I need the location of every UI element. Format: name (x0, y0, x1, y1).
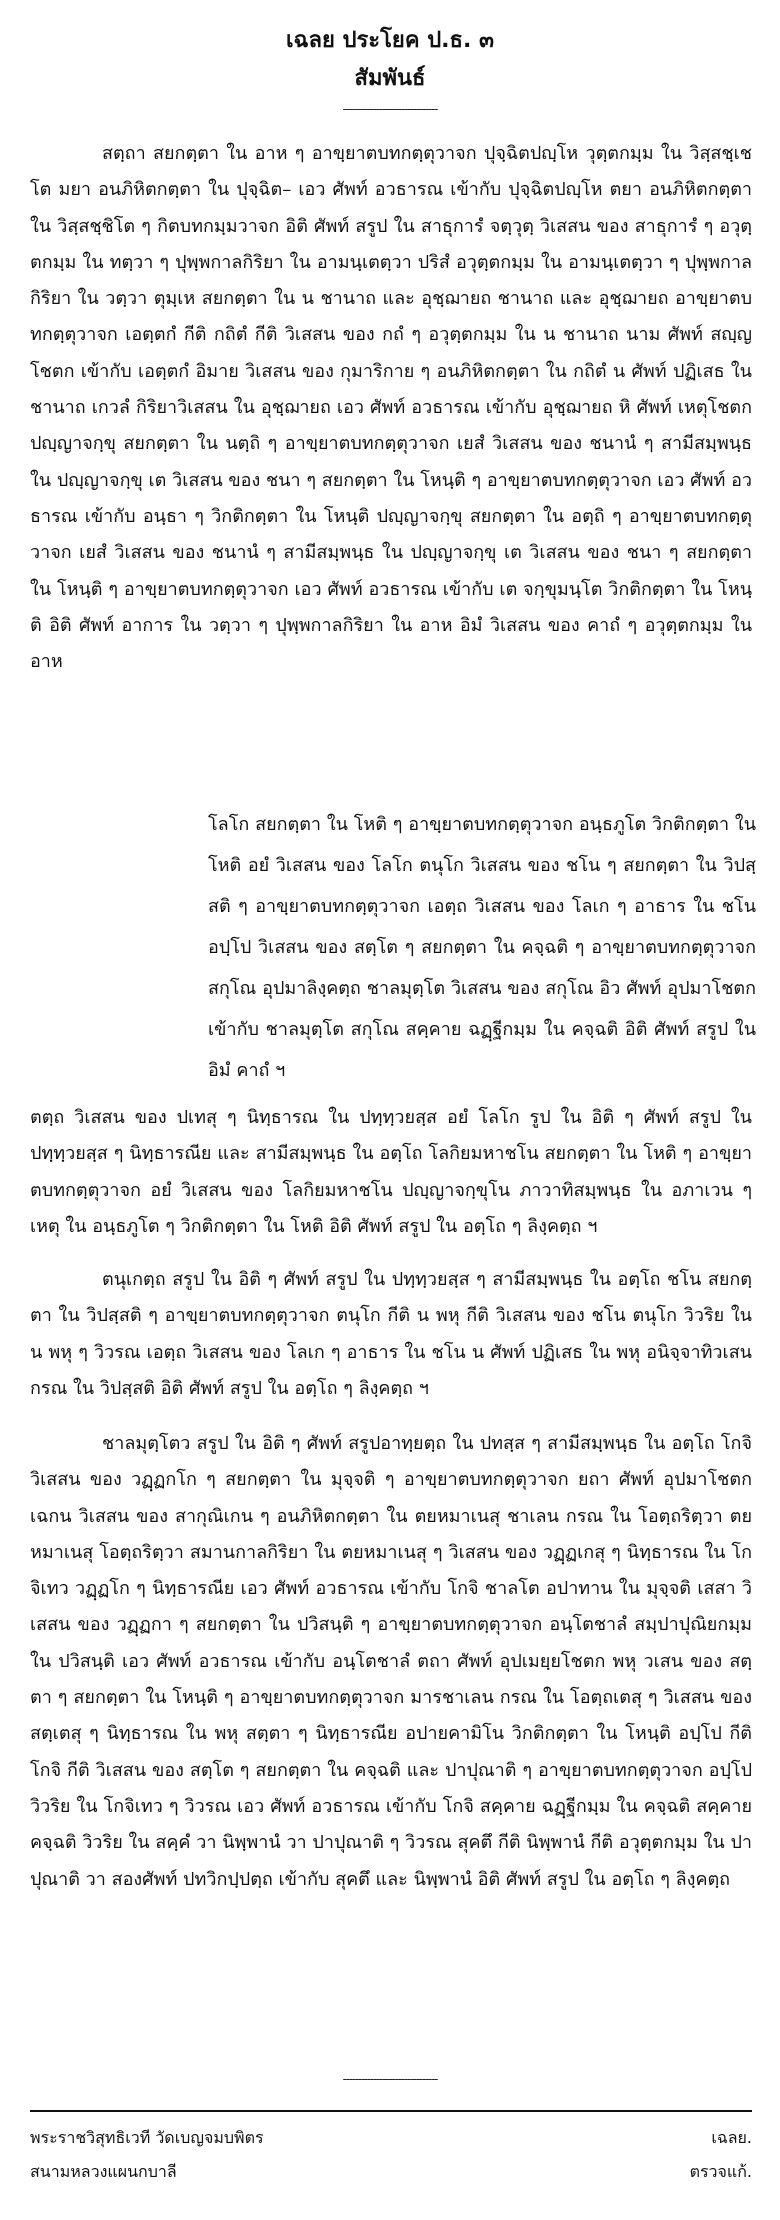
paragraph-explanation-3: ชาลมุตฺโตว สรูป ใน อิติ ๆ ศัพท์ สรูปอาทฺยตฺถ ใน ปทสฺส ๆ สามีสมฺพนฺธ ใน อตฺโถ โกจิ วิเสสน ของ วฏฺฏกโก ๆ สยกตฺตา ใน มุจฺจติ ๆ อาขฺยาตบทกตฺตุวาจก ยถา ศัพท์ อุปมาโชตก เฉกน วิเสสน ของ สากุณิเกน ๆ อนภิหิตกตฺตา ใน ตยหมาเนสุ ชาเลน กรณ ใน โอตฺถริตฺวา ตยหมาเนสุ โอตฺถริตฺวา สมานกาลกิริยา ใน ตยหมาเนสุ ๆ วิเสสน ของ วฏฺฏเกสุ ๆ นิทฺธารณ ใน โกจิเทว วฏฺฏโก ๆ นิทฺธารณีย เอว ศัพท์ อวธารณ เข้ากับ โกจิ ชาลโต อปาทาน ใน มุจฺจติ เสสา วิเสสน ของ วฏฺฏกา ๆ สยกตฺตา ใน ปวิสนฺติ ๆ อาขฺยาตบทกตฺตุวาจก อนฺโตชาลํ สมฺปาปุณิยกมฺม ใน ปวิสนฺติ เอว ศัพท์ อวธารณ เข้ากับ อนฺโตชาลํ ตถา ศัพท์ อุปเมยฺยโชตก พหุ วเสน ของ สตฺตา ๆ สยกตฺตา ใน โหนฺติ ๆ อาขฺยาตบทกตฺตุวาจก มารชาเลน กรณ ใน โอตฺถเตสุ ๆ วิเสสน ของ สตฺเตสุ ๆ นิทฺธารณ ใน พหุ สตฺตา ๆ นิทฺธารณีย อปายคามิโน วิกติกตฺตา ใน โหนฺติ อปฺโป กีติ โกจิ กีติ วิเสสน ของ สตฺโต ๆ สยกตฺตา ใน คจฺฉติ และ ปาปุณาติ ๆ อาขฺยาตบทกตฺตุวาจก อปฺโป วิวริย ใน โกจิเทว ๆ วิวรณ เอว ศัพท์ อวธารณ เข้ากับ โกจิ สคฺคาย ฉฏฺฐีกมฺม ใน คจฺฉติ สคฺคาย คจฺฉติ วิวริย ใน สคฺคํ วา นิพฺพานํ วา ปาปุณาติ ๆ วิวรณ สุคตึ กีติ นิพฺพานํ กีติ อวุตฺตกมฺม ใน ปาปุณาติ วา สองศัพท์ ปทวิกปฺปตฺถ เข้ากับ สุคตึ และ นิพฺพานํ อิติ ศัพท์ สรูป ใน อตฺโถ ๆ ลิงฺคตฺถ (30, 1433, 753, 1890)
footer-answer-label: เฉลย. (711, 2128, 752, 2147)
footer-office: สนามหลวงแผนกบาลี (30, 2162, 177, 2181)
footer-row-2 (30, 2160, 752, 2185)
header-separator: ------------------------------- (342, 102, 438, 116)
footer-row-1 (30, 2126, 752, 2151)
paragraph-explanation-1: ตตฺถ วิเสสน ของ ปเทสุ ๆ นิทฺธารณ ใน ปทฺทฺวยสฺส อยํ โลโก รูป ใน อิติ ๆ ศัพท์ สรูป ใน ปทฺทฺวยสฺส ๆ นิทฺธารณีย และ สามีสมฺพนฺธ ใน อตฺโถ โลกิยมหาชโน สยกตฺตา ใน โหติ ๆ อาขฺยาตบทกตฺตุวาจก อยํ วิเสสน ของ โลกิยมหาชโน ปญฺญาจกฺขุโน ภาวาทิสมฺพนฺธ ใน อภาเวน ๆ เหตุ ใน อนฺธภูโต ๆ วิกติกตฺตา ใน โหติ อิติ ศัพท์ สรูป ใน อตฺโถ ๆ ลิงฺคตฺถ ฯ (30, 1107, 752, 1237)
footer-author: พระราชวิสุทธิเวที วัดเบญจมบพิตร (30, 2128, 264, 2147)
page-title: เฉลย ประโยค ป.ธ. ๓ (285, 28, 495, 53)
verse-block: โลโก สยกตฺตา ใน โหติ ๆ อาขฺยาตบทกตฺตุวาจก อนฺธภูโต วิกติกตฺตา ใน โหติ อยํ วิเสสน ของ โลโก ตนุโก วิเสสน ของ ชโน ๆ สยกตฺตา ใน วิปสฺสติ ๆ อาขฺยาตบทกตฺตุวาจก เอตฺถ วิเสสน ของ โลเก ๆ อาธาร ใน ชโน อปฺโป วิเสสน ของ สตฺโต ๆ สยกตฺตา ใน คจฺฉติ ๆ อาขฺยาตบทกตฺตุวาจก สกุโณ อุปมาลิงฺคตฺถ ชาลมุตฺโต วิเสสน ของ สกุโณ อิว ศัพท์ อุปมาโชตก เข้ากับ ชาลมุตฺโต สกุโณ สคฺคาย ฉฏฺฐีกมฺม ใน คจฺฉติ อิติ ศัพท์ สรูป ใน อิมํ คาถํ ฯ (208, 814, 756, 1081)
paragraph-explanation-2: ตนุเกตฺถ สรูป ใน อิติ ๆ ศัพท์ สรูป ใน ปทฺทฺวยสฺส ๆ สามีสมฺพนฺธ ใน อตฺโถ ชโน สยกตฺตา ใน วิปสฺสติ ๆ อาขฺยาตบทกตฺตุวาจก ตนุโก กีติ น พหุ กีติ วิเสสน ของ ชโน ตนุโก วิวริย ใน น พหุ ๆ วิวรณ เอตฺถ วิเสสน ของ โลเก ๆ อาธาร ใน ชโน น ศัพท์ ปฏิเสธ ใน พหุ อนิจฺจาทิวเสน กรณ ใน วิปสฺสติ อิติ ศัพท์ สรูป ใน อตฺโถ ๆ ลิงฺคตฺถ ฯ (30, 1269, 752, 1399)
footer-separator: ------------------------------- (342, 2072, 438, 2086)
footer-rule (30, 2110, 752, 2112)
page-subtitle: สัมพันธ์ (354, 66, 426, 91)
paragraph-intro: สตฺถา สยกตฺตา ใน อาห ๆ อาขฺยาตบทกตฺตุวาจก ปุจฺฉิตปญฺโห วุตฺตกมฺม ใน วิสฺสชฺเชโต มยา อนภิหิตกตฺตา ใน ปุจฺฉิต– เอว ศัพท์ อวธารณ เข้ากับ ปุจฺฉิตปญฺโห ตยา อนภิหิตกตฺตา ใน วิสฺสชฺชิโต ๆ กิตบทกมฺมวาจก อิติ ศัพท์ สรูป ใน สาธุการํ จตฺวุตฺ วิเสสน ของ สาธุการํ ๆ อวุตฺตกมฺม ใน ทตฺวา ๆ ปุพฺพกาลกิริยา ใน อามนฺเตตฺวา ปริสํ อวุตฺตกมฺม ใน อามนฺเตตฺวา ๆ ปุพฺพกาลกิริยา ใน วตฺวา ตุมฺเห สยกตฺตา ใน น ชานาถ และ อุชฺฌายถ ชานาถ และ อุชฺฌายถ อาขฺยาตบทกตฺตุวาจก เอตฺตกํ กีติ กถิตํ กีติ วิเสสน ของ กถํ ๆ อวุตฺตกมฺม ใน น ชานาถ นาม ศัพท์ สญฺญโชตก เข้ากับ เอตฺตกํ อิมาย วิเสสน ของ กุมาริกาย ๆ อนภิหิตกตฺตา ใน กถิตํ น ศัพท์ ปฏิเสธ ใน ชานาถ เกวลํ กิริยาวิเสสน ใน อุชฺฌายถ เอว ศัพท์ อวธารณ เข้ากับ อุชฺฌายถ หิ ศัพท์ เหตุโชตก ปญฺญาจกฺขุ สยกตฺตา ใน นตฺถิ ๆ อาขฺยาตบทกตฺตุวาจก เยสํ วิเสสน ของ ชนานํ ๆ สามีสมฺพนฺธ ใน ปญฺญาจกฺขุ เต วิเสสน ของ ชนา ๆ สยกตฺตา ใน โหนฺติ ๆ อาขฺยาตบทกตฺตุวาจก เอว ศัพท์ อวธารณ เข้ากับ อนฺธา ๆ วิกติกตฺตา ใน โหนฺติ ปญฺญาจกฺขุ สยกตฺตา ใน อตฺถิ ๆ อาขฺยาตบทกตฺตุวาจก เยสํ วิเสสน ของ ชนานํ ๆ สามีสมฺพนฺธ ใน ปญฺญาจกฺขุ เต วิเสสน ของ ชนา ๆ สยกตฺตา ใน โหนฺติ ๆ อาขฺยาตบทกตฺตุวาจก เอว ศัพท์ อวธารณ เข้ากับ เต จกฺขุมนฺโต วิกติกตฺตา ใน โหนฺติ อิติ ศัพท์ อาการ ใน วตฺวา ๆ ปุพฺพกาลกิริยา ใน อาห อิมํ วิเสสน ของ คาถํ ๆ อวุตฺตกมฺม ใน อาห (30, 143, 752, 673)
footer-checked-label: ตรวจแก้. (689, 2162, 752, 2181)
